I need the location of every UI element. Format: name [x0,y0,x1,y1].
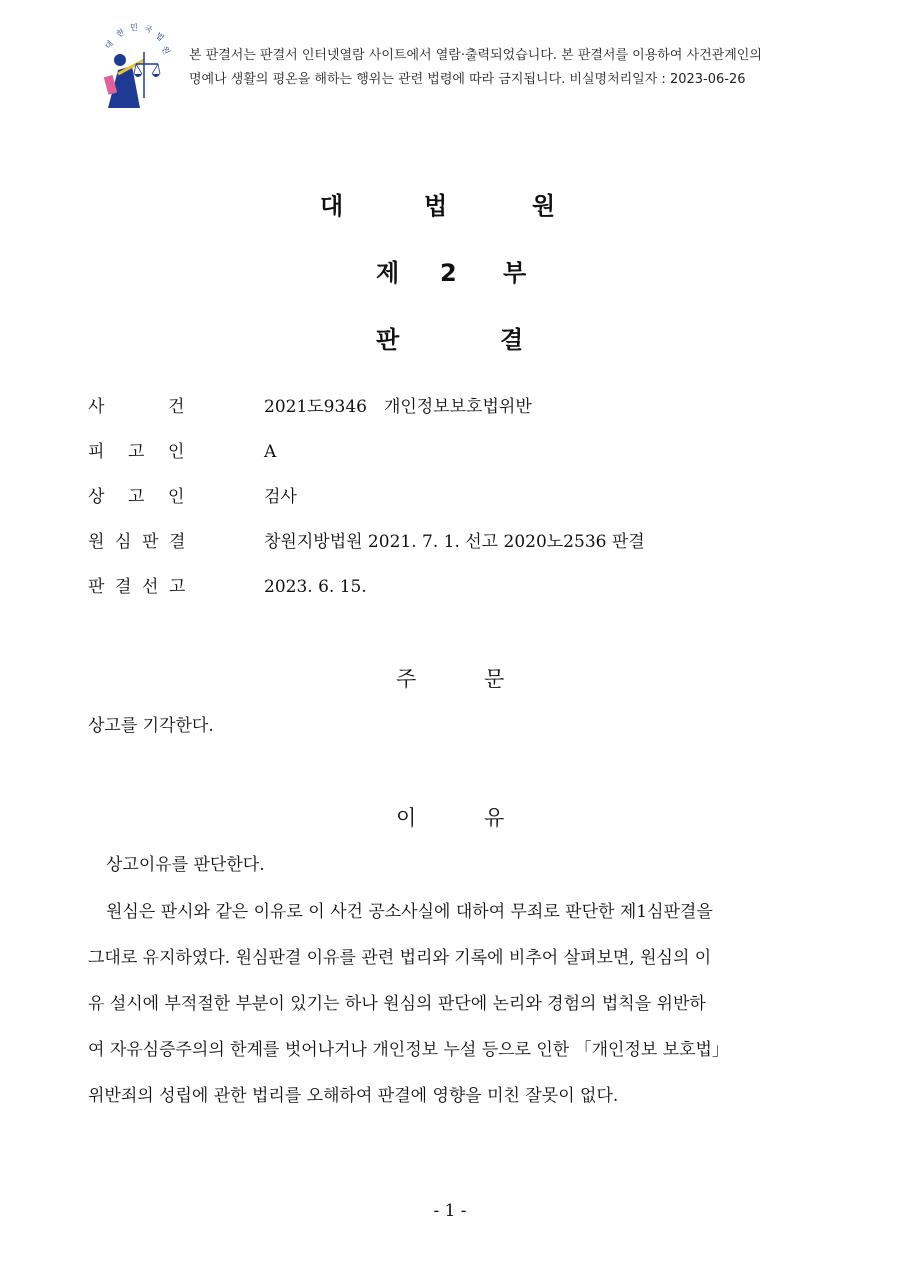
paragraph-line: 위반죄의 성립에 관한 법리를 오해하여 판결에 영향을 미친 잘못이 없다. [88,1086,619,1106]
case-number-value: 2021도9346 개인정보보호법위반 [264,397,532,417]
court-char: 원 [532,192,556,220]
case-info-label: 피 고 인 [88,442,185,462]
court-char: 대 [320,192,344,220]
notice-line-2: 명예나 생활의 평온을 해하는 행위는 관련 법령에 따라 금지됩니다. 비실명처리일자 : 2023-06-26 [189,72,746,87]
page-number: - 1 - [433,1201,467,1221]
svg-text:한: 한 [115,27,126,39]
division-char: 제 [376,259,400,287]
paragraph-line: 유 설시에 부적절한 부분이 있기는 하나 원심의 판단에 논리와 경험의 법칙을 위반하 [88,994,706,1014]
case-info-label: 상 고 인 [88,487,185,507]
doc-type-char: 결 [500,326,524,354]
document-type [0,320,900,360]
svg-text:원: 원 [159,44,172,56]
case-info-row [0,392,900,422]
division-char: 부 [503,259,527,287]
reasons-paragraph [88,889,729,1119]
appellant-value: 검사 [264,487,297,507]
notice-line-1: 본 판결서는 판결서 인터넷열람 사이트에서 열람·출력되었습니다. 본 판결서를 이용하여 사건관계인의 [189,48,762,63]
case-info-label: 사 건 [88,397,185,417]
svg-text:국: 국 [143,23,154,35]
paragraph-line: 그대로 유지하였다. 원심판결 이유를 관련 법리와 기록에 비추어 살펴보면, 원심의 이 [88,948,712,968]
order-text: 상고를 기각한다. [88,716,214,736]
division-char: 2 [440,259,457,287]
svg-text:민: 민 [130,23,138,32]
svg-text:대: 대 [103,39,116,51]
case-info-row [0,437,900,467]
paragraph-line: 여 자유심증주의의 한계를 벗어나거나 개인정보 누설 등으로 인한 「개인정보 보호법」 [88,1040,729,1060]
svg-text:법: 법 [153,30,166,43]
court-logo [100,20,180,112]
case-info-row [0,482,900,512]
case-info-row [0,572,900,602]
judgment-date-value: 2023. 6. 15. [264,577,367,597]
doc-type-char: 판 [376,326,400,354]
court-name [0,186,900,226]
reasons-heading: 이 유 [396,806,505,830]
case-info-row [0,527,900,557]
viewing-notice [189,44,889,92]
case-info-label: 판 결 선 고 [88,577,186,597]
order-heading: 주 문 [396,667,505,691]
court-char: 법 [424,192,448,220]
case-info-label: 원 심 판 결 [88,532,186,552]
reasons-intro: 상고이유를 판단한다. [106,855,265,875]
original-judgment-value: 창원지방법원 2021. 7. 1. 선고 2020노2536 판결 [264,532,645,552]
paragraph-line: 원심은 판시와 같은 이유로 이 사건 공소사실에 대하여 무죄로 판단한 제1심판결을 [106,902,713,922]
defendant-value: A [264,442,277,462]
division-name [0,253,900,293]
